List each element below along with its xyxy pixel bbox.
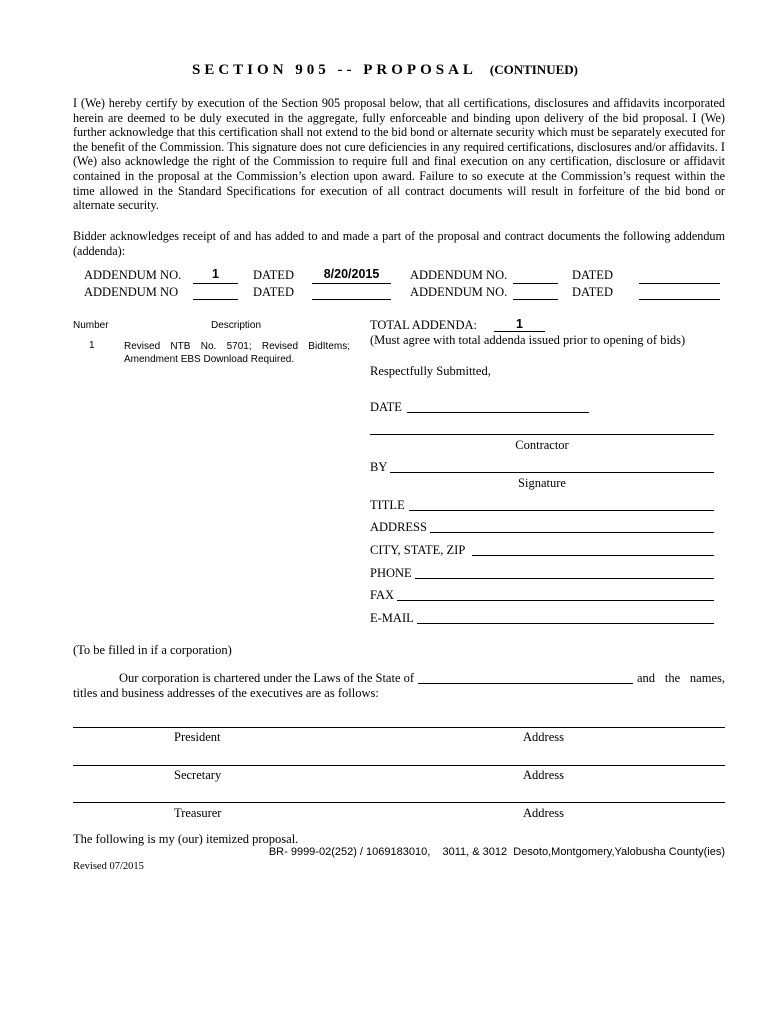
addendum-no-label-3: ADDENDUM NO. [410, 268, 508, 282]
addenda-row-number: 1 [89, 340, 95, 351]
address-field[interactable] [430, 532, 714, 533]
email-label: E-MAIL [370, 611, 414, 625]
fax-field[interactable] [397, 600, 714, 601]
addendum-date-value-1[interactable]: 8/20/2015 [323, 267, 380, 281]
contractor-label: Contractor [515, 438, 569, 452]
addendum-date-line-3[interactable] [639, 283, 720, 284]
addendum-no-line-2[interactable] [193, 299, 238, 300]
addendum-no-line-1 [193, 283, 238, 284]
addendum-no-line-3[interactable] [513, 283, 558, 284]
addendum-no-label-2: ADDENDUM NO [84, 285, 179, 299]
email-field[interactable] [417, 623, 714, 624]
corporation-line2: titles and business addresses of the executives are as follows: [73, 686, 379, 700]
corporation-heading: (To be filled in if a corporation) [73, 643, 232, 657]
city-state-zip-field[interactable] [472, 555, 714, 556]
address-label: ADDRESS [370, 520, 427, 534]
phone-field[interactable] [415, 578, 714, 579]
addenda-header-description: Description [211, 320, 262, 331]
title-continued: (CONTINUED) [489, 62, 578, 77]
president-line[interactable] [73, 727, 725, 728]
signature-label: Signature [518, 476, 566, 490]
treasurer-address-label: Address [523, 806, 564, 820]
corporation-line1-start: Our corporation is chartered under the Laws of the State of [119, 671, 415, 685]
secretary-address-label: Address [523, 768, 564, 782]
addendum-no-value-1[interactable]: 1 [212, 267, 219, 281]
fax-label: FAX [370, 588, 395, 602]
addenda-row-description: Revised NTB No. 5701; Revised BidItems; Amendment EBS Download Required. [124, 341, 350, 365]
total-addenda-value[interactable]: 1 [516, 317, 523, 331]
title-main: SECTION 905 -- PROPOSAL [192, 62, 477, 78]
addendum-dated-label-1: DATED [253, 268, 294, 282]
total-addenda-line [494, 331, 545, 332]
addendum-no-label-4: ADDENDUM NO. [410, 285, 508, 299]
addendum-date-line-1 [312, 283, 391, 284]
addenda-header-number: Number [73, 320, 109, 331]
total-addenda-label: TOTAL ADDENDA: [370, 318, 477, 332]
title-field[interactable] [409, 510, 714, 511]
treasurer-label: Treasurer [174, 806, 222, 820]
title-label: TITLE [370, 498, 405, 512]
itemized-proposal-text: The following is my (our) itemized proposal. [73, 832, 299, 846]
treasurer-line[interactable] [73, 802, 725, 803]
secretary-line[interactable] [73, 765, 725, 766]
by-signature-field[interactable] [390, 472, 714, 473]
addendum-dated-label-3: DATED [572, 268, 613, 282]
total-addenda-note: (Must agree with total addenda issued prior to opening of bids) [370, 333, 686, 347]
addendum-no-line-4[interactable] [513, 299, 558, 300]
secretary-label: Secretary [174, 768, 222, 782]
revised-date: Revised 07/2015 [73, 861, 144, 872]
city-state-zip-label: CITY, STATE, ZIP [370, 543, 466, 557]
president-label: President [174, 730, 221, 744]
phone-label: PHONE [370, 566, 412, 580]
contractor-field[interactable] [370, 434, 714, 435]
certification-paragraph: I (We) hereby certify by execution of the Section 905 proposal below, that all certifications, disclosures and affidavits incorporated herein are deemed to be duly executed in the aggregate, fully enforceable and binding upon delivery of the bid proposal. I (We) further acknowledge that this certification shall not extend to the bid bond or alternate security which must be separately executed for the benefit of the Commission. This signature does not cure deficiencies in any required certifications, disclosures and/or affidavits. I (We) also acknowledge the right of the Commission to require full and final execution on any certification, disclosure or affidavit contained in the proposal at the Commission’s election upon award. Failure to so execute at the Commission’s request within the time allowed in the Standard Specifications for execution of all contract documents will result in forfeiture of the bid bond or alternate security. [73, 96, 725, 213]
addendum-paragraph: Bidder acknowledges receipt of and has added to and made a part of the proposal and contract documents the following addendum (addenda): [73, 229, 725, 258]
project-line: BR- 9999-02(252) / 1069183010, 3011, & 3012 Desoto,Montgomery,Yalobusha County(ies) [268, 846, 725, 858]
addendum-no-label-1: ADDENDUM NO. [84, 268, 182, 282]
by-label: BY [370, 460, 388, 474]
date-label: DATE [370, 400, 402, 414]
respectfully-submitted: Respectfully Submitted, [370, 364, 491, 378]
addendum-dated-label-4: DATED [572, 285, 613, 299]
date-field[interactable] [407, 412, 589, 413]
corporation-state-field[interactable] [418, 683, 633, 684]
president-address-label: Address [523, 730, 564, 744]
corporation-line1-end: and the names, [637, 671, 725, 685]
page-title [0, 62, 770, 79]
addendum-date-line-4[interactable] [639, 299, 720, 300]
addendum-date-line-2[interactable] [312, 299, 391, 300]
addendum-dated-label-2: DATED [253, 285, 294, 299]
